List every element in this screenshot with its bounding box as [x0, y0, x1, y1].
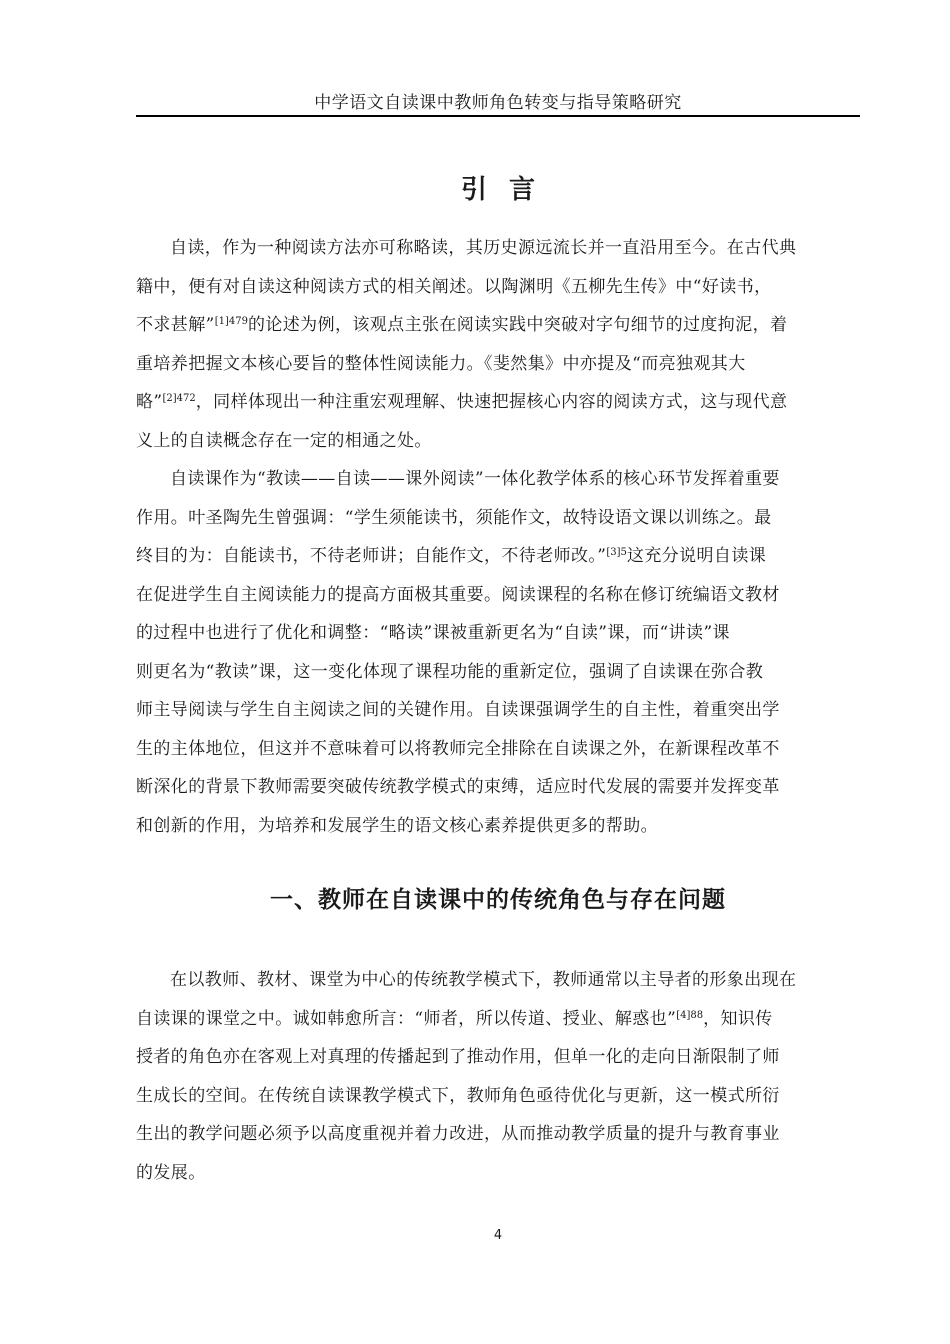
text-line: 生成长的空间。在传统自读课教学模式下，教师角色亟待优化与更新，这一模式所衍	[136, 1085, 780, 1106]
text-line	[136, 306, 860, 345]
page-number: 4	[493, 1228, 503, 1243]
text-line: 在促进学生自主阅读能力的提高方面极其重要。阅读课程的名称在修订统编语文教材	[136, 584, 780, 605]
text-segment: 终目的为：自能读书，不待老师讲；自能作文，不待老师改。”	[136, 546, 607, 566]
citation-marker: [2]472	[162, 393, 196, 404]
text-line: 籍中，便有对自读这种阅读方式的相关阐述。以陶渊明《五柳先生传》中“好读书，	[136, 276, 772, 297]
intro-paragraph-1	[136, 229, 860, 460]
text-line	[136, 537, 860, 576]
running-header: 中学语文自读课中教师角色转变与指导策略研究	[314, 93, 682, 113]
text-line: 断深化的背景下教师需要突破传统教学模式的束缚，适应时代发展的需要并发挥变革	[136, 777, 780, 797]
text-line: 生的主体地位，但这并不意味着可以将教师完全排除在自读课之外，在新课程改革不	[136, 738, 780, 759]
text-line: 作用。叶圣陶先生曾强调：“学生须能读书，须能作文，故特设语文课以训练之。最	[136, 507, 772, 528]
text-segment: 不求甚解”	[136, 315, 215, 335]
chapter-title: 一、教师在自读课中的传统角色与存在问题	[270, 887, 726, 913]
header-rule	[136, 115, 860, 117]
text-line: 和创新的作用，为培养和发展学生的语文核心素养提供更多的帮助。	[136, 815, 658, 836]
text-line: 师主导阅读与学生自主阅读之间的关键作用。自读课强调学生的自主性，着重突出学	[136, 700, 780, 720]
text-line: 的发展。	[136, 1162, 206, 1183]
citation-marker: [3]5	[606, 547, 627, 558]
text-line: 授者的角色亦在客观上对真理的传播起到了推动作用，但单一化的走向日渐限制了师	[136, 1047, 780, 1067]
text-segment: 的论述为例，该观点主张在阅读实践中突破对字句细节的过度拘泥，着	[247, 315, 788, 335]
text-line: 的过程中也进行了优化和调整：“略读”课被重新更名为“自读”课，而“讲读”课	[136, 623, 730, 643]
text-line: 在以教师、教材、课堂为中心的传统教学模式下，教师通常以主导者的形象出现在	[170, 970, 797, 990]
text-segment: ，知识传	[703, 1008, 773, 1029]
text-segment: 略”	[136, 392, 163, 412]
text-segment: ，同样体现出一种注重宏观理解、快速把握核心内容的阅读方式，这与现代意	[195, 392, 788, 412]
text-line: 义上的自读概念存在一定的相通之处。	[136, 430, 432, 451]
intro-paragraph-2	[136, 460, 860, 845]
text-line: 重培养把握文本核心要旨的整体性阅读能力。《斐然集》中亦提及“而亮独观其大	[136, 353, 746, 374]
citation-marker: [1]479	[214, 316, 248, 327]
text-line: 则更名为“教读”课，这一变化体现了课程功能的重新定位，强调了自读课在弥合教	[136, 661, 764, 682]
text-line: 自读课作为“教读——自读——课外阅读”一体化教学体系的核心环节发挥着重要	[170, 469, 780, 489]
text-line	[136, 383, 860, 422]
text-line	[136, 1000, 860, 1039]
text-line: 自读，作为一种阅读方法亦可称略读，其历史源远流长并一直沿用至今。在古代典	[170, 238, 797, 258]
text-line: 生出的教学问题必须予以高度重视并着力改进，从而推动教学质量的提升与教育事业	[136, 1124, 780, 1144]
citation-marker: [4]88	[676, 1009, 704, 1021]
section-title-intro: 引言	[460, 175, 557, 205]
text-segment: 自读课的课堂之中。诚如韩愈所言：“师者，所以传道、授业、解惑也”	[136, 1008, 677, 1029]
text-segment: 这充分说明自读课	[626, 546, 767, 566]
chapter1-paragraph-1	[136, 961, 860, 1192]
